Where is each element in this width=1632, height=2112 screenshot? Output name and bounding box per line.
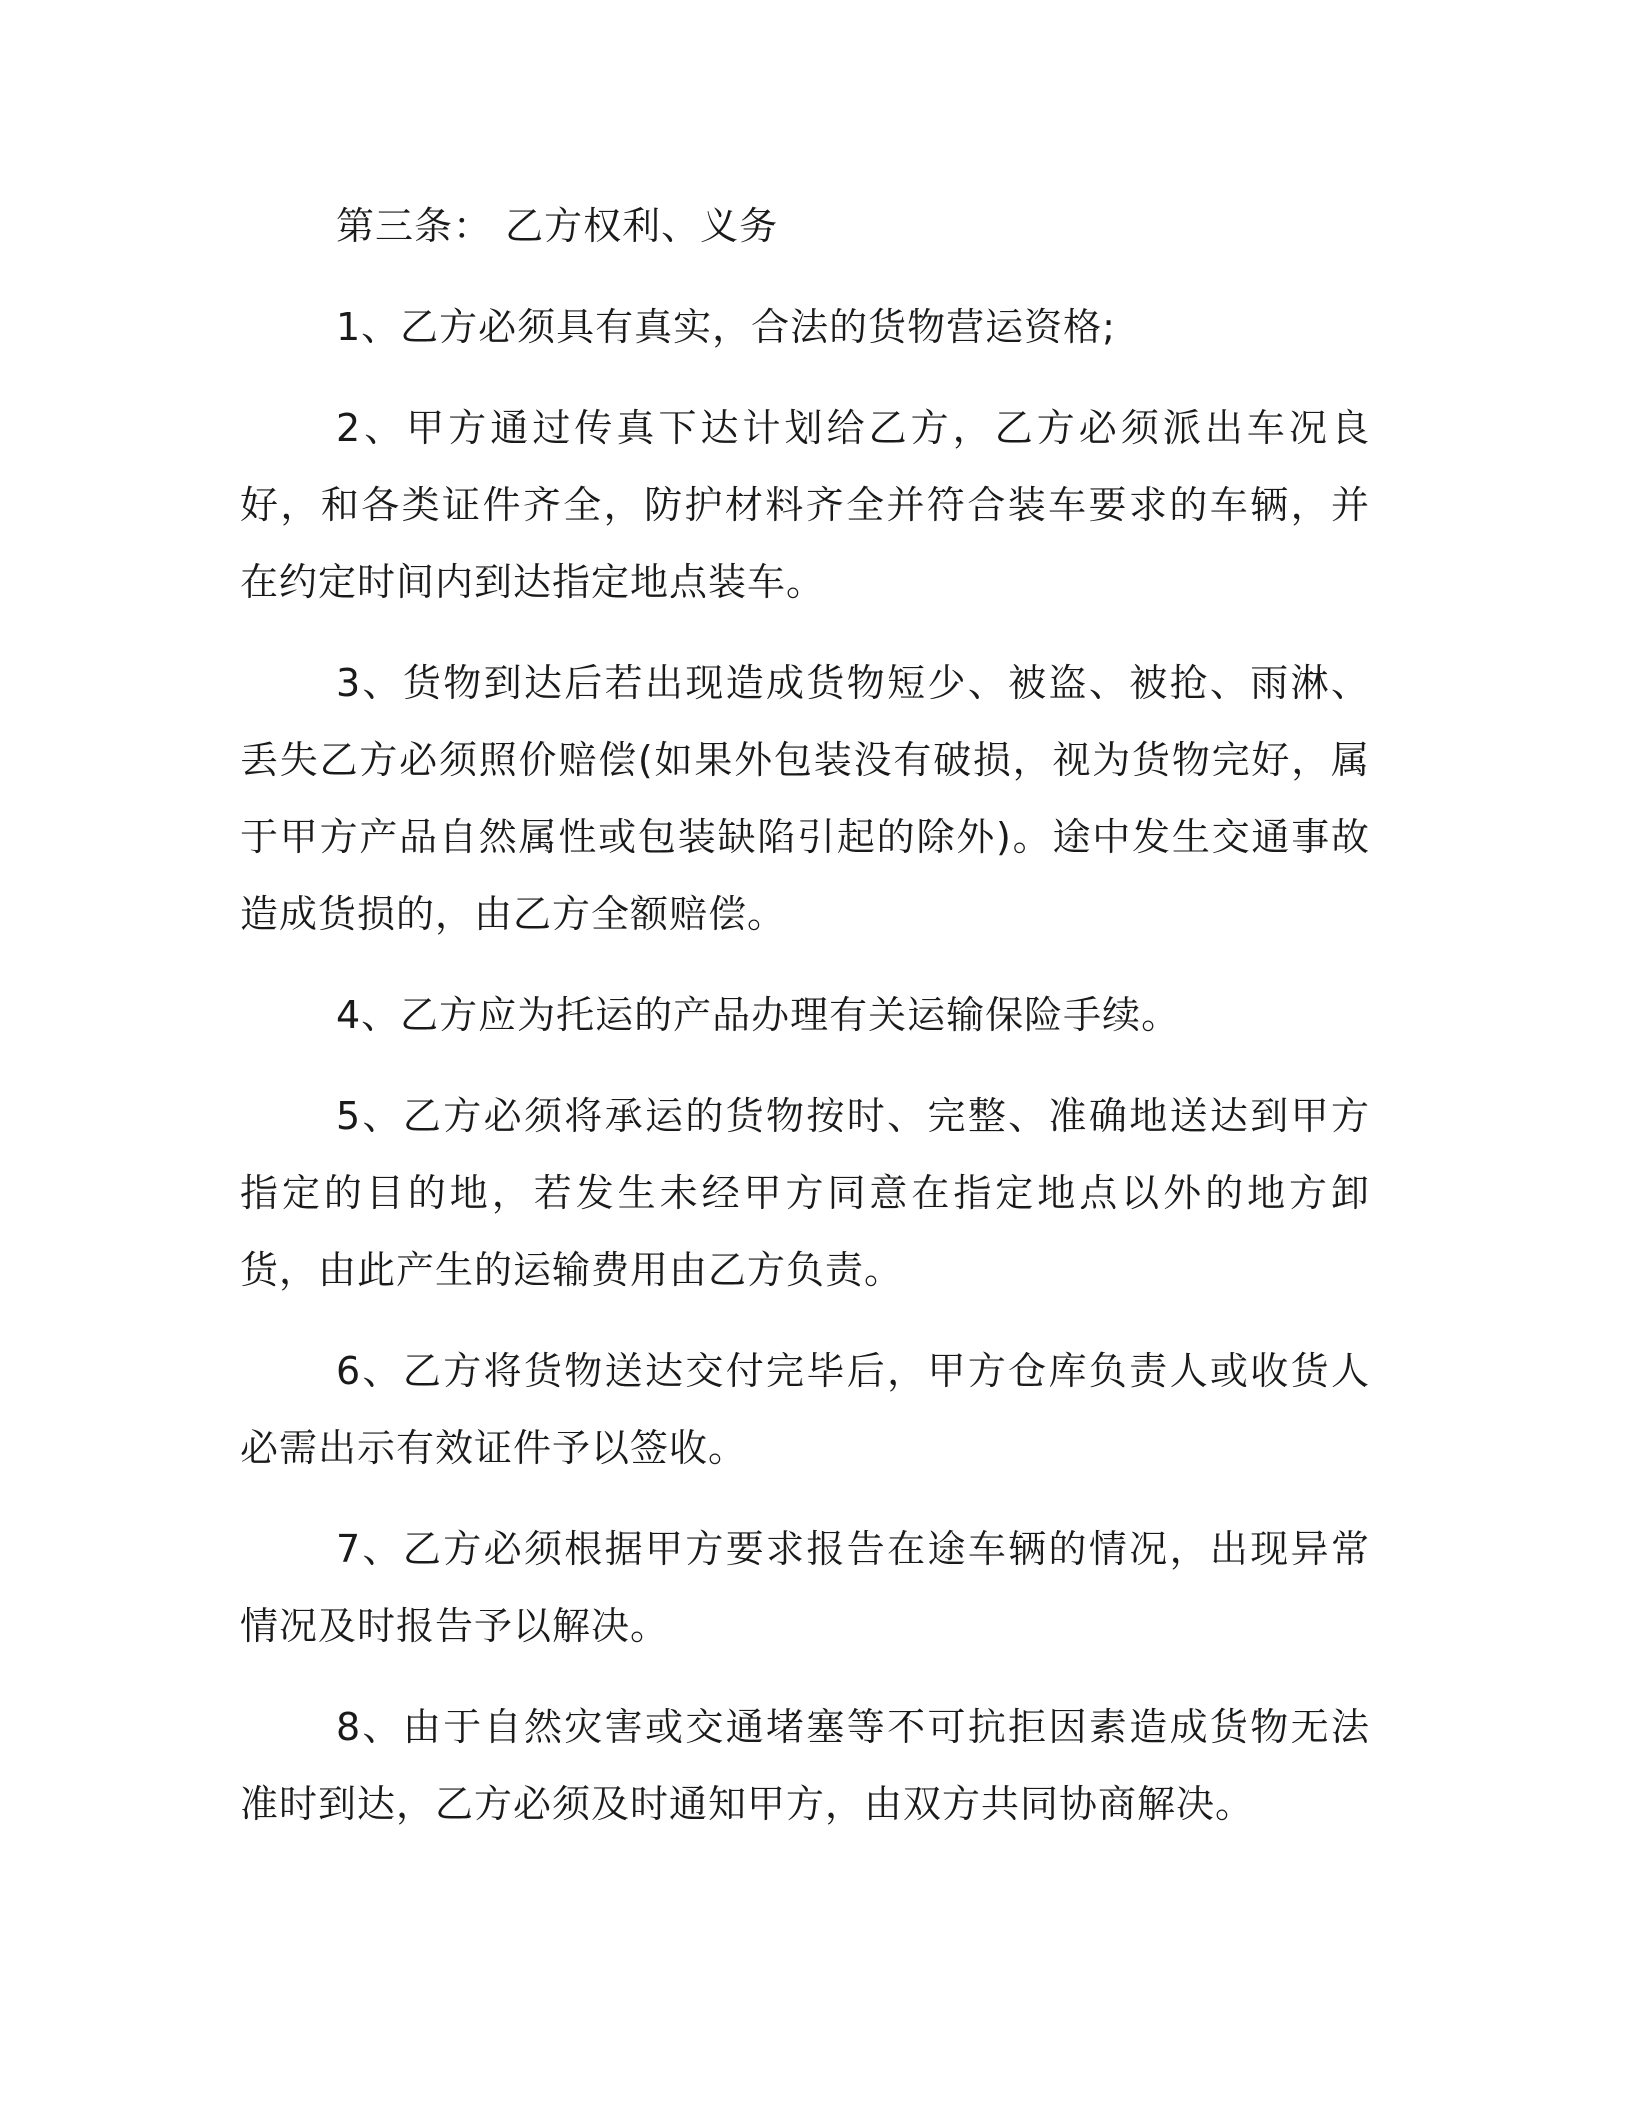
clause-7: 7、乙方必须根据甲方要求报告在途车辆的情况，出现异常情况及时报告予以解决。 (240, 1527, 1370, 1648)
section-heading: 第三条： 乙方权利、义务 (336, 204, 779, 248)
document-body (240, 188, 1370, 1867)
clause-4: 4、乙方应为托运的产品办理有关运输保险手续。 (336, 993, 1181, 1037)
clause-5: 5、乙方必须将承运的货物按时、完整、准确地送达到甲方指定的目的地，若发生未经甲方同意在指定地点以外的地方卸货，由此产生的运输费用由乙方负责。 (240, 1094, 1370, 1292)
clause-2: 2、甲方通过传真下达计划给乙方，乙方必须派出车况良好，和各类证件齐全，防护材料齐全并符合装车要求的车辆，并在约定时间内到达指定地点装车。 (240, 406, 1370, 604)
clause-6: 6、乙方将货物送达交付完毕后，甲方仓库负责人或收货人必需出示有效证件予以签收。 (240, 1349, 1370, 1470)
clause-8: 8、由于自然灾害或交通堵塞等不可抗拒因素造成货物无法准时到达，乙方必须及时通知甲方，由双方共同协商解决。 (240, 1705, 1370, 1826)
clause-1: 1、乙方必须具有真实，合法的货物营运资格; (336, 305, 1116, 349)
clause-3: 3、货物到达后若出现造成货物短少、被盗、被抢、雨淋、丢失乙方必须照价赔偿(如果外包装没有破损，视为货物完好，属于甲方产品自然属性或包装缺陷引起的除外)。途中发生交通事故造成货损的，由乙方全额赔偿。 (240, 661, 1370, 936)
